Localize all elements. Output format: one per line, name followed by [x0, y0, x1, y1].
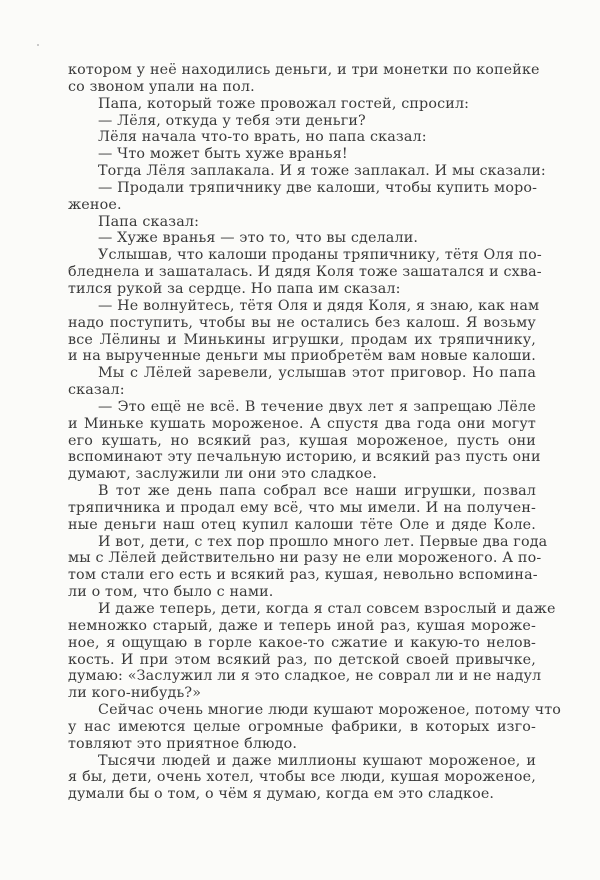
text-line: ное, я ощущаю в горле какое-то сжатие и какую-то нелов- [68, 634, 536, 651]
scan-speck [37, 44, 39, 46]
text-line: — Что может быть хуже вранья! [98, 146, 348, 163]
text-line: — Не волнуйтесь, тётя Оля и дядя Коля, я знаю, как нам [98, 297, 540, 314]
text-line: котором у неё находились деньги, и три монетки по копейке [68, 62, 540, 78]
text-line: со звоном упали на пол. [68, 78, 255, 95]
text-line: товляют это приятное блюдо. [68, 735, 298, 752]
text-line: ные деньги наш отец купил калоши тёте Оле и дяде Коле. [68, 516, 536, 533]
text-line: его кушать, но всякий раз, кушая мороженое, пусть они [68, 432, 536, 449]
book-page-text [68, 62, 562, 803]
text-line: Услышав, что калоши проданы тряпичнику, тётя Оля по- [98, 247, 542, 264]
text-line: все Лёлины и Минькины игрушки, продам их тряпичнику, [68, 331, 536, 348]
text-line: Лёля начала что-то врать, но папа сказал: [98, 129, 427, 146]
text-line: думаю: «Заслужил ли я это сладкое, не соврал ли и не надул [68, 668, 542, 685]
text-line: Мы с Лёлей заревели, услышав этот приговор. Но папа [98, 365, 536, 382]
text-line: думали бы о том, о чём я думаю, когда ем это сладкое. [68, 786, 495, 803]
text-line: В тот же день папа собрал все наши игрушки, позвал [98, 483, 536, 500]
text-line: И даже теперь, дети, когда я стал совсем взрослый и даже [98, 601, 556, 617]
text-line: тился рукой за сердце. Но папа им сказал: [68, 280, 401, 297]
text-line: бледнела и зашаталась. И дядя Коля тоже зашатался и схва- [68, 264, 542, 281]
text-line: я бы, дети, очень хотел, чтобы все люди, кушая мороженое, [68, 769, 536, 786]
text-line: вспоминают эту печальную историю, и всякий раз пусть они [68, 449, 541, 466]
text-line: и Миньке кушать мороженое. А спустя два года они могут [68, 415, 536, 432]
text-line: женое. [68, 196, 122, 213]
text-line: Тысячи людей и даже миллионы кушают мороженое, и [98, 752, 536, 769]
text-line: И вот, дети, с тех пор прошло много лет. Первые два года [98, 533, 548, 550]
text-line: надо поступить, чтобы вы не остались без калош. Я возьму [68, 314, 536, 331]
text-line: ли кого-нибудь?» [68, 685, 202, 702]
text-line: сказал: [68, 382, 125, 399]
text-line: и на вырученные деньги мы приобретём вам новые калоши. [68, 348, 536, 365]
text-line: тряпичника и продал ему всё, что мы имели. И на получен- [68, 499, 536, 516]
text-line: Сейчас очень многие люди кушают мороженое, потому что [98, 702, 562, 719]
text-line: том стали его есть и всякий раз, кушая, невольно вспомина- [68, 567, 538, 584]
text-line: ли о том, что было с нами. [68, 584, 274, 601]
text-line: мы с Лёлей действительно ни разу не ели мороженого. А по- [68, 550, 542, 567]
text-line: Папа сказал: [98, 213, 200, 230]
text-line: у нас имеются целые огромные фабрики, в которых изго- [68, 718, 536, 735]
text-line: — Продали тряпичнику две калоши, чтобы купить моро- [98, 179, 538, 196]
text-line: кость. И при этом всякий раз, по детской своей привычке, [68, 651, 536, 668]
text-line: — Хуже вранья — это то, что вы сделали. [98, 230, 419, 247]
text-line: немножко старый, даже и теперь иной раз, кушая мороже- [68, 617, 536, 634]
text-line: Тогда Лёля заплакала. И я тоже заплакал. И мы сказали: [98, 163, 546, 180]
text-line: — Это ещё не всё. В течение двух лет я запрещаю Лёле [98, 398, 536, 415]
text-line: — Лёля, откуда у тебя эти деньги? [98, 112, 366, 129]
text-line: Папа, который тоже провожал гостей, спросил: [98, 95, 470, 112]
text-line: думают, заслужили ли они это сладкое. [68, 466, 377, 483]
